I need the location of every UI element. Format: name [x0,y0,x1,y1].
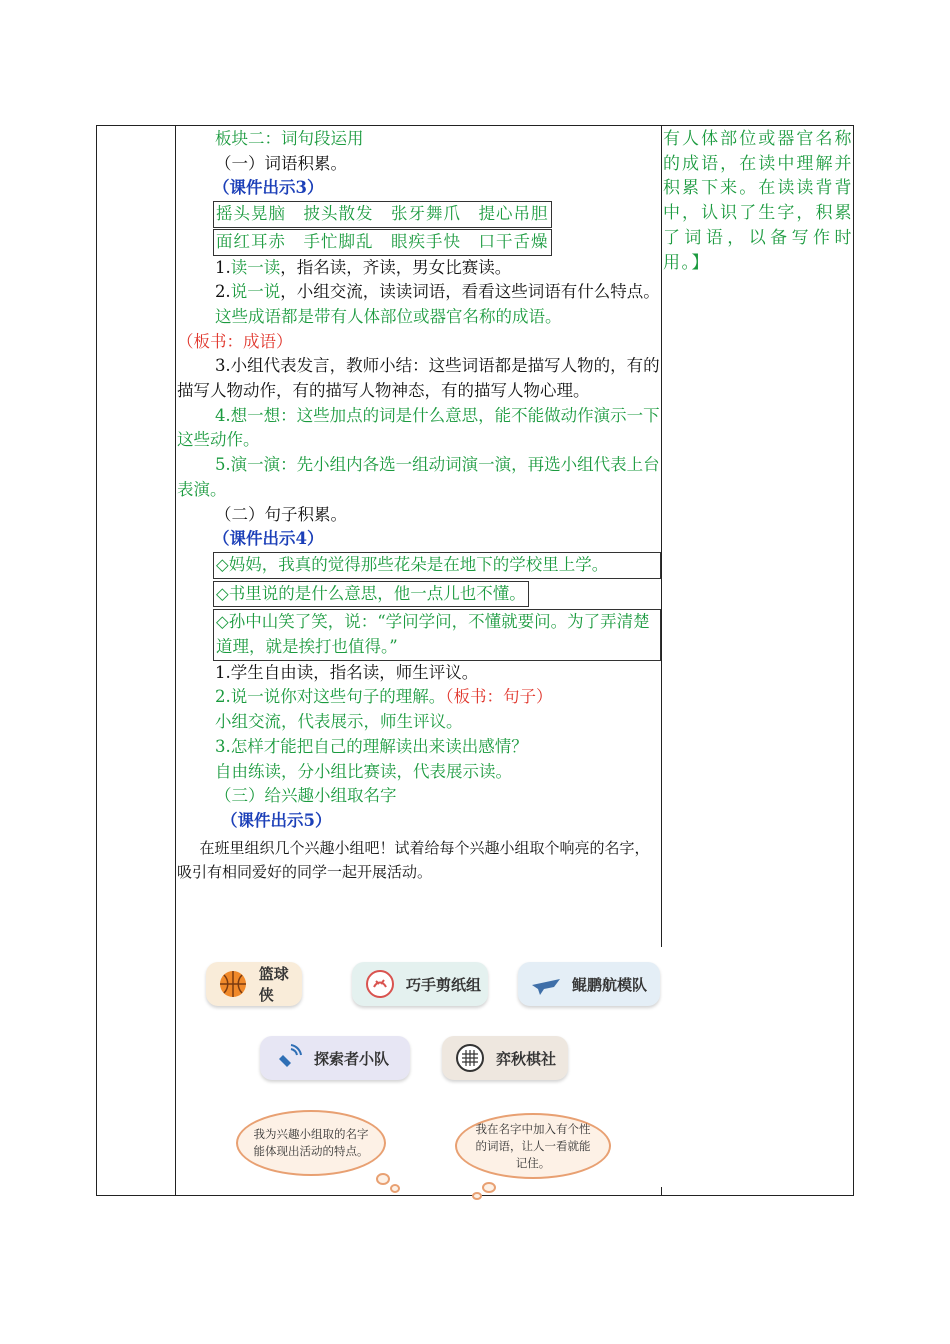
cloud-dot [472,1192,482,1200]
part2-title: （二）句子积累。 [215,504,347,524]
part1-title: （一）词语积累。 [215,153,347,173]
cloud-dot [390,1184,400,1193]
side-notes: 有人体部位或器官名称的成语，在读中理解并积累下来。在读读背背中，认识了生字，积累了词语，以备写作时用。】 [663,129,853,273]
ppt-label-3: （课件出示3） [213,178,324,198]
s-step-2: 2.说一说你对这些句子的理解。（板书：句子） [215,687,553,707]
badge-basketball: 篮球侠 [206,962,302,1006]
sentence-3: ◇孙中山笑了笑，说：“学问学问，不懂就要问。为了弄清楚道理，就是挨打也值得。” [213,609,661,660]
section-title: 板块二：词句段运用 [215,129,364,148]
papercut-icon [364,968,396,1000]
badge-papercut: 巧手剪纸组 [352,962,488,1006]
airplane-icon [530,968,562,1000]
sentence-1: ◇妈妈，我真的觉得那些花朵是在地下的学校里上学。 [213,552,661,579]
step-1: 1.读一读，指名读，齐读，男女比赛读。 [215,257,512,277]
badge-go-chess: 弈秋棋社 [442,1036,568,1080]
main-column [177,127,661,884]
step-5: 5.演一演：先小组内各选一组动词演一演，再选小组代表上台表演。 [177,455,660,499]
ppt-label-4: （课件出示4） [213,529,324,549]
thought-cloud-left: 我为兴趣小组取的名字能体现出活动的特点。 [236,1110,386,1176]
go-board-icon [454,1042,486,1074]
column-divider-right [661,125,662,947]
s-step-3b: 自由练读，分小组比赛读，代表展示读。 [215,761,512,781]
step-4: 4.想一想：这些加点的词是什么意思，能不能做动作演示一下这些动作。 [177,405,660,450]
badge-airplane: 鲲鹏航模队 [518,962,660,1006]
column-divider-left [175,125,176,1196]
sentence-2: ◇书里说的是什么意思，他一点儿也不懂。 [213,581,529,608]
s-step-3: 3.怎样才能把自己的理解读出来读出感情？ [215,736,528,756]
answer: 这些成语都是带有人体部位或器官名称的成语。（板书：成语） [177,306,562,351]
satellite-icon [272,1042,304,1074]
s-step-2b: 小组交流，代表展示，师生评议。 [215,712,463,732]
step-2: 2.说一说，小组交流，读读词语，看看这些词语有什么特点。 [214,282,660,302]
s-step-1: 1.学生自由读，指名读，师生评议。 [215,662,479,682]
cloud-dot [376,1173,390,1185]
basketball-icon [218,968,249,1000]
badge-satellite: 探索者小队 [260,1036,410,1080]
interest-group-illustration [200,958,670,1198]
thought-cloud-right: 我在名字中加入有个性的词语，让人一看就能记住。 [455,1113,611,1179]
idioms-row-1: 摇头晃脑 披头散发 张牙舞爪 提心吊胆 [213,201,552,228]
part3-title: （三）给兴趣小组取名字 [215,786,397,806]
task-text: 在班里组织几个兴趣小组吧！试着给每个兴趣小组取个响亮的名字，吸引有相同爱好的同学一起开展活动。 [177,838,650,881]
idioms-row-2: 面红耳赤 手忙脚乱 眼疾手快 口干舌燥 [213,229,552,256]
step-3: 3.小组代表发言，教师小结：这些词语都是描写人物的，有的描写人物动作，有的描写人物神态，有的描写人物心理。 [177,356,660,401]
ppt-label-5: （课件出示5） [221,810,332,830]
cloud-dot [482,1182,496,1193]
